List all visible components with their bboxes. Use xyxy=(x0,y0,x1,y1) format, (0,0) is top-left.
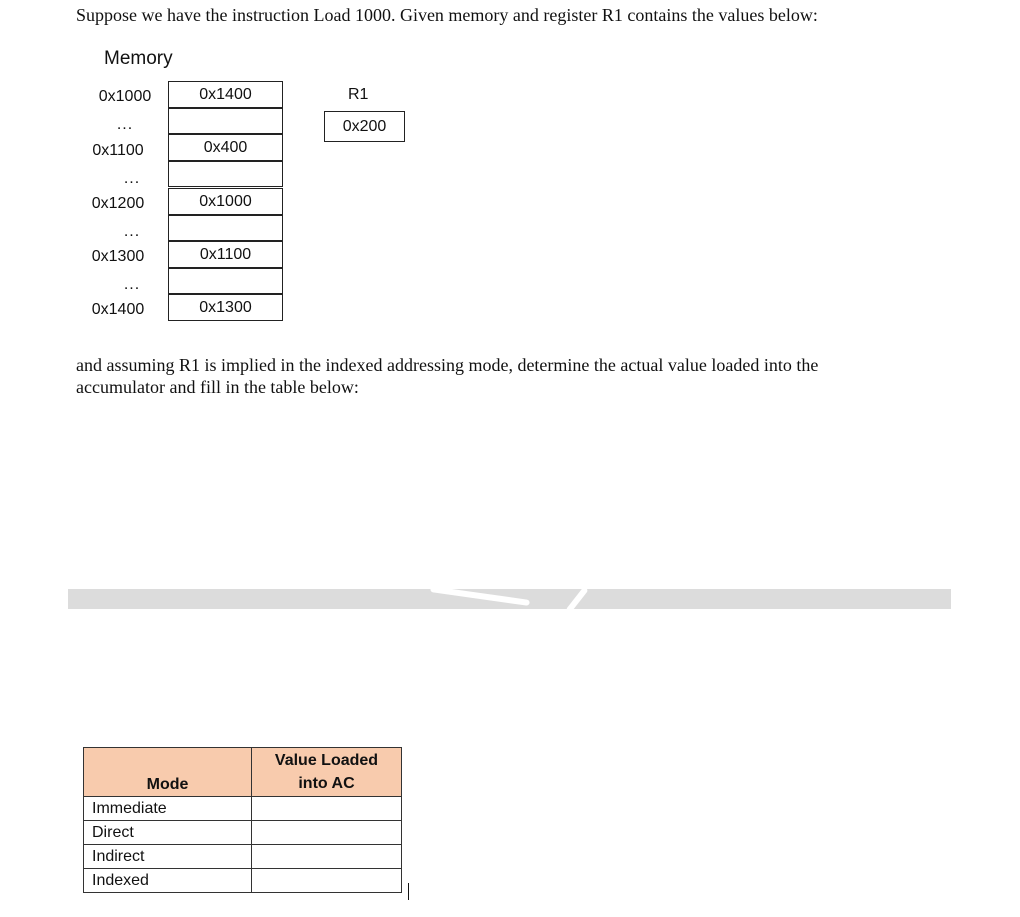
memory-cell: 0x1000 xyxy=(168,188,283,215)
memory-cell: 0x1100 xyxy=(168,241,283,268)
mode-cell: Indirect xyxy=(84,845,252,869)
table-row xyxy=(84,845,402,869)
intro-paragraph: Suppose we have the instruction Load 1000. Given memory and register R1 contains the values below: xyxy=(76,5,818,25)
mode-cell: Immediate xyxy=(84,797,252,821)
instruction-paragraph: and assuming R1 is implied in the indexed addressing mode, determine the actual value loaded into the accumulator and fill in the table below: xyxy=(76,355,819,397)
memory-ellipsis: ... xyxy=(116,116,134,133)
memory-cell: 0x1300 xyxy=(168,294,283,321)
memory-ellipsis: ... xyxy=(123,223,141,240)
divider-mark xyxy=(430,586,530,606)
memory-cell: 0x400 xyxy=(168,134,283,161)
value-cell[interactable] xyxy=(252,797,402,821)
page-divider xyxy=(68,589,951,609)
memory-heading: Memory xyxy=(104,48,173,69)
addressing-mode-table xyxy=(83,747,402,893)
value-cell[interactable] xyxy=(252,821,402,845)
memory-cell: 0x1400 xyxy=(168,81,283,108)
register-label: R1 xyxy=(348,86,369,103)
table-row xyxy=(84,869,402,893)
memory-address: 0x1300 xyxy=(91,248,145,265)
memory-cell-empty xyxy=(168,215,283,241)
table-row xyxy=(84,797,402,821)
memory-ellipsis: ... xyxy=(123,170,141,187)
mode-column-header: Mode xyxy=(84,748,252,797)
value-cell[interactable] xyxy=(252,869,402,893)
memory-ellipsis: ... xyxy=(123,276,141,293)
mode-cell: Direct xyxy=(84,821,252,845)
memory-address: 0x1200 xyxy=(91,195,145,212)
table-row xyxy=(84,821,402,845)
text-cursor xyxy=(408,883,409,900)
register-value-box: 0x200 xyxy=(324,111,405,142)
memory-cell-empty xyxy=(168,161,283,187)
value-column-header: Value Loaded into AC xyxy=(252,748,402,797)
memory-address: 0x1000 xyxy=(98,88,152,105)
mode-cell: Indexed xyxy=(84,869,252,893)
memory-cell-empty xyxy=(168,268,283,294)
memory-address: 0x1100 xyxy=(92,142,144,159)
divider-mark xyxy=(565,586,588,613)
memory-address: 0x1400 xyxy=(91,301,145,318)
memory-cell-empty xyxy=(168,108,283,134)
value-cell[interactable] xyxy=(252,845,402,869)
